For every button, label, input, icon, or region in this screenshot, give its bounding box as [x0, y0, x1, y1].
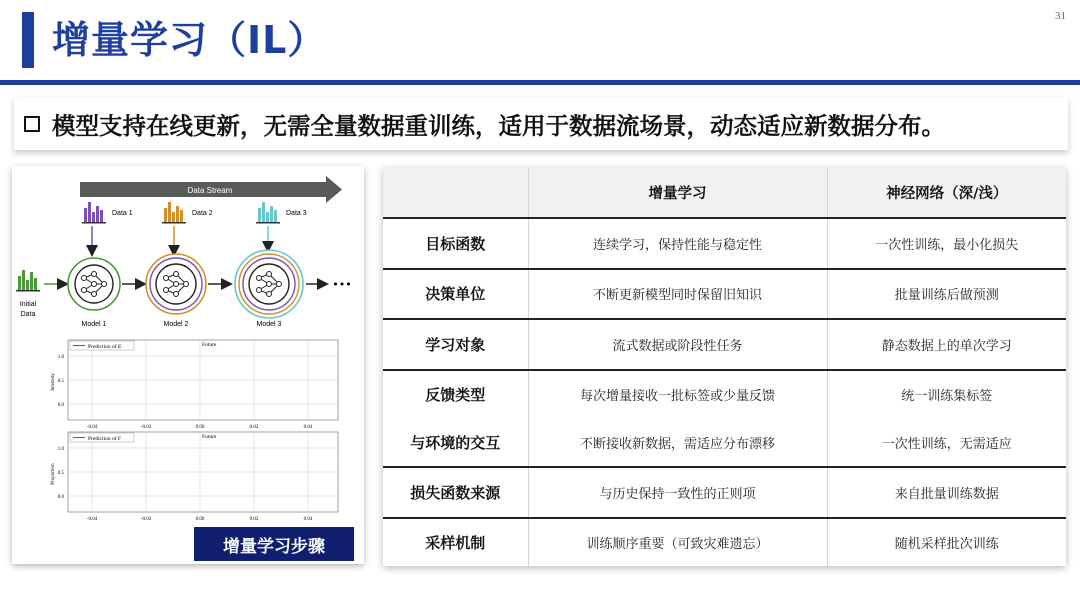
plot-e-future-label: Future	[202, 342, 217, 348]
title-accent-bar	[22, 12, 34, 68]
header-empty-cell	[383, 168, 528, 218]
data-3-icon	[256, 202, 307, 224]
plot-e-ylabel: Intensity	[51, 373, 56, 391]
plot-f-xtick: 0.00	[195, 517, 205, 522]
ellipsis: •••	[332, 278, 352, 291]
plot-f-xtick: -0.02	[140, 517, 152, 522]
model-2-label: Model 2	[163, 321, 189, 328]
initial-label-1: Initial	[19, 301, 37, 308]
plot-e-xtick: -0.02	[140, 425, 152, 430]
plot-e-legend: Prediction of E	[88, 344, 122, 350]
comparison-table	[383, 168, 1066, 566]
plot-e-xtick: 0.02	[249, 425, 259, 430]
model-3-label: Model 3	[256, 321, 282, 328]
neural-network-cell: 来自批量训练数据	[894, 486, 999, 502]
plot-e-ytick: 0.0	[57, 403, 64, 408]
neural-network-cell: 静态数据上的单次学习	[881, 339, 1012, 355]
slide-title: 增量学习（IL）	[52, 18, 327, 62]
plot-f-ylabel: Proportion	[51, 463, 56, 485]
header-incremental-learning: 增量学习	[528, 168, 827, 218]
prediction-plot-e	[51, 340, 338, 430]
plot-e-xtick: 0.00	[195, 425, 205, 430]
model-1-label: Model 1	[81, 321, 107, 328]
row-label: 与环境的交互	[383, 418, 528, 466]
data-2-label: Data 2	[192, 210, 213, 217]
table-row	[383, 418, 1066, 466]
table-row	[383, 467, 1066, 518]
key-point-text: 模型支持在线更新，无需全量数据重训练，适用于数据流场景，动态适应新数据分布。	[52, 112, 945, 140]
incremental-cell: 训练顺序重要（可致灾难遗忘）	[528, 518, 827, 566]
plot-e-xtick: -0.04	[86, 425, 98, 430]
figure-caption: 增量学习步骤	[194, 527, 354, 561]
table-header-row	[383, 168, 1066, 218]
plot-f-ytick: 1.0	[57, 447, 64, 452]
neural-network-cell: 统一训练集标签	[901, 389, 993, 405]
data-1-label: Data 1	[112, 210, 133, 217]
table-row	[383, 370, 1066, 418]
model-1-node	[68, 258, 120, 328]
incremental-learning-figure	[12, 166, 364, 564]
plot-e-xtick: 0.04	[303, 425, 313, 430]
incremental-cell: 不断更新模型同时保留旧知识	[528, 269, 827, 320]
incremental-cell: 流式数据或阶段性任务	[528, 319, 827, 370]
page-number: 31	[1055, 10, 1066, 22]
data-stream-arrow	[80, 176, 342, 203]
plot-f-legend: Prediction of F	[88, 436, 121, 442]
data-stream-label: Data Stream	[187, 186, 233, 195]
neural-network-cell: 一次性训练，最小化损失	[875, 237, 1019, 253]
data-2-icon	[162, 202, 213, 224]
neural-network-cell: 批量训练后做预测	[894, 288, 999, 304]
incremental-learning-diagram	[12, 166, 364, 564]
plot-e-ytick: 1.0	[57, 355, 64, 360]
model-3-node	[235, 250, 303, 328]
title-divider	[0, 80, 1080, 85]
plot-f-ytick: 0.5	[57, 471, 64, 476]
square-bullet-icon	[24, 116, 40, 132]
row-label: 学习对象	[383, 319, 528, 370]
neural-network-cell: 随机采样批次训练	[894, 536, 999, 552]
model-2-node	[146, 254, 206, 328]
table-row	[383, 518, 1066, 566]
row-label: 决策单位	[383, 269, 528, 320]
incremental-cell: 与历史保持一致性的正则项	[528, 467, 827, 518]
initial-label-2: Data	[20, 311, 36, 318]
plot-f-future-label: Future	[202, 434, 217, 440]
neural-network-cell: 一次性训练，无需适应	[881, 436, 1012, 452]
plot-f-xtick: -0.04	[86, 517, 98, 522]
row-label: 损失函数来源	[383, 467, 528, 518]
key-point-banner	[14, 98, 1068, 150]
plot-e-ytick: 0.5	[57, 379, 64, 384]
plot-f-xtick: 0.04	[303, 517, 313, 522]
table-row	[383, 269, 1066, 320]
incremental-cell: 不断接收新数据，需适应分布漂移	[528, 418, 827, 466]
incremental-cell: 连续学习，保持性能与稳定性	[528, 218, 827, 269]
data-3-label: Data 3	[286, 210, 307, 217]
table-row	[383, 319, 1066, 370]
table-row	[383, 218, 1066, 269]
prediction-plot-f	[51, 432, 338, 522]
data-1-icon	[82, 202, 133, 224]
row-label: 目标函数	[383, 218, 528, 269]
plot-f-xtick: 0.02	[249, 517, 259, 522]
row-label: 采样机制	[383, 518, 528, 566]
row-label: 反馈类型	[383, 370, 528, 418]
incremental-cell: 每次增量接收一批标签或少量反馈	[528, 370, 827, 418]
plot-f-ytick: 0.0	[57, 495, 64, 500]
initial-data-icon	[16, 270, 40, 318]
header-neural-network: 神经网络（深/浅）	[827, 168, 1066, 218]
